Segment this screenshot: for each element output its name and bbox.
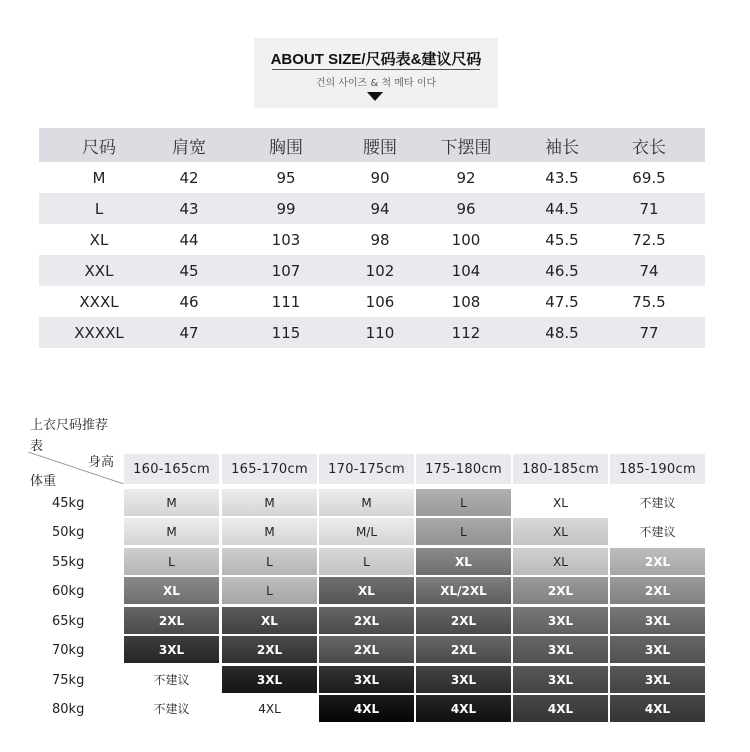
recommend-cell: L: [319, 548, 414, 575]
column-header: 尺码: [82, 137, 116, 158]
height-column-header: 175-180cm: [416, 454, 511, 484]
table-cell: L: [94, 199, 104, 218]
table-cell: 44: [179, 230, 199, 249]
height-column-header: 160-165cm: [124, 454, 219, 484]
table-cell: 42: [179, 168, 199, 187]
header-banner: [254, 38, 498, 108]
table-cell: 96: [456, 199, 476, 218]
table-cell: 90: [370, 168, 390, 187]
column-header: 袖长: [545, 137, 579, 158]
table-row: [39, 255, 705, 286]
recommend-cell: 4XL: [416, 695, 511, 722]
recommend-cell: 4XL: [513, 695, 608, 722]
table-header-row: [39, 128, 705, 162]
table-cell: 43: [179, 199, 199, 218]
weight-row-header: 65kg: [52, 613, 85, 629]
recommend-cell: 3XL: [124, 636, 219, 663]
table-cell: 100: [451, 230, 481, 249]
recommend-cell: XL: [124, 577, 219, 604]
table-cell: XXXXL: [74, 323, 124, 342]
recommend-cell: 不建议: [639, 525, 676, 539]
recommend-cell: M/L: [319, 518, 414, 545]
recommend-cell: 2XL: [610, 548, 705, 575]
recommend-caption: 上衣尺码推荐表: [30, 418, 109, 454]
recommend-cell: M: [222, 518, 317, 545]
recommend-cell: XL: [222, 607, 317, 634]
table-cell: 47: [179, 323, 199, 342]
recommend-cell: 2XL: [416, 636, 511, 663]
table-cell: 108: [451, 292, 481, 311]
recommend-cell: 3XL: [610, 666, 705, 693]
recommend-cell: XL: [553, 495, 568, 510]
recommend-cell: XL: [513, 518, 608, 545]
recommend-cell: 3XL: [610, 636, 705, 663]
recommend-cell: 4XL: [319, 695, 414, 722]
table-cell: 99: [276, 199, 296, 218]
height-column-header: 165-170cm: [222, 454, 317, 484]
table-row: [39, 193, 705, 224]
table-row: [39, 162, 705, 193]
table-cell: 44.5: [545, 199, 579, 218]
table-cell: 43.5: [545, 168, 579, 187]
size-table: [39, 128, 705, 348]
column-header: 衣长: [632, 137, 666, 158]
table-cell: XXL: [84, 261, 114, 280]
weight-row-header: 75kg: [52, 672, 85, 688]
table-cell: 48.5: [545, 323, 579, 342]
table-cell: XL: [89, 230, 109, 249]
weight-axis-label: 体重: [30, 474, 57, 489]
table-cell: 69.5: [632, 168, 666, 187]
height-axis-label: 身高: [88, 455, 115, 470]
table-cell: 104: [451, 261, 481, 280]
table-cell: 75.5: [632, 292, 666, 311]
table-cell: 95: [276, 168, 296, 187]
recommend-cell: 3XL: [513, 636, 608, 663]
header-subtitle: 건의 사이즈 & 척 메타 이다: [315, 78, 437, 89]
recommend-cell: 2XL: [416, 607, 511, 634]
recommend-cell: 2XL: [610, 577, 705, 604]
recommend-cell: 4XL: [258, 701, 281, 716]
table-cell: 103: [271, 230, 301, 249]
recommend-cell: 2XL: [319, 636, 414, 663]
recommend-cell: 3XL: [222, 666, 317, 693]
table-cell: M: [92, 168, 106, 187]
weight-row-header: 50kg: [52, 524, 85, 540]
height-column-header: 185-190cm: [610, 454, 705, 484]
weight-row-header: 80kg: [52, 701, 85, 717]
table-cell: 115: [271, 323, 301, 342]
table-cell: 94: [370, 199, 390, 218]
table-row: [39, 286, 705, 317]
recommend-cell: 3XL: [319, 666, 414, 693]
table-cell: XXXL: [79, 292, 119, 311]
recommend-cell: L: [124, 548, 219, 575]
column-header: 胸围: [269, 137, 303, 158]
recommend-cell: M: [124, 489, 219, 516]
height-column-header: 170-175cm: [319, 454, 414, 484]
column-header: 肩宽: [172, 137, 206, 158]
table-cell: 47.5: [545, 292, 579, 311]
table-cell: 111: [271, 292, 301, 311]
table-row: [39, 317, 705, 348]
recommend-cell: L: [222, 577, 317, 604]
table-cell: 102: [365, 261, 395, 280]
table-cell: 112: [451, 323, 481, 342]
table-cell: 110: [365, 323, 395, 342]
recommend-cell: XL: [319, 577, 414, 604]
table-cell: 45: [179, 261, 199, 280]
header-title: ABOUT SIZE/尺码表&建议尺码: [270, 51, 482, 68]
recommend-cell: 3XL: [513, 607, 608, 634]
recommend-cell: 不建议: [639, 496, 676, 510]
header-divider: [272, 69, 480, 70]
table-cell: 77: [639, 323, 659, 342]
column-header: 腰围: [363, 137, 397, 158]
height-column-header: 180-185cm: [513, 454, 608, 484]
column-header: 下摆围: [440, 137, 492, 158]
weight-row-header: 45kg: [52, 495, 85, 511]
recommend-cell: XL/2XL: [416, 577, 511, 604]
recommend-cell: 不建议: [153, 702, 190, 716]
weight-row-header: 55kg: [52, 554, 85, 570]
recommend-cell: L: [222, 548, 317, 575]
table-cell: 45.5: [545, 230, 579, 249]
table-cell: 46: [179, 292, 199, 311]
table-cell: 92: [456, 168, 476, 187]
weight-row-header: 70kg: [52, 642, 85, 658]
recommend-cell: XL: [513, 548, 608, 575]
table-row: [39, 224, 705, 255]
table-cell: 98: [370, 230, 390, 249]
weight-row-header: 60kg: [52, 583, 85, 599]
recommend-cell: 4XL: [610, 695, 705, 722]
recommend-cell: M: [319, 489, 414, 516]
recommend-cell: 3XL: [610, 607, 705, 634]
table-cell: 106: [365, 292, 395, 311]
recommend-cell: 3XL: [513, 666, 608, 693]
table-cell: 72.5: [632, 230, 666, 249]
recommend-cell: 3XL: [416, 666, 511, 693]
recommend-cell: 2XL: [513, 577, 608, 604]
table-cell: 71: [639, 199, 659, 218]
down-arrow-icon: [367, 92, 383, 101]
recommend-cell: M: [222, 489, 317, 516]
table-cell: 46.5: [545, 261, 579, 280]
recommend-cell: XL: [416, 548, 511, 575]
table-cell: 107: [271, 261, 301, 280]
recommend-cell: 不建议: [153, 673, 190, 687]
recommend-cell: L: [416, 518, 511, 545]
recommend-cell: 2XL: [222, 636, 317, 663]
recommend-cell: 2XL: [319, 607, 414, 634]
table-cell: 74: [639, 261, 659, 280]
recommend-cell: M: [124, 518, 219, 545]
recommend-cell: L: [416, 489, 511, 516]
recommend-cell: 2XL: [124, 607, 219, 634]
